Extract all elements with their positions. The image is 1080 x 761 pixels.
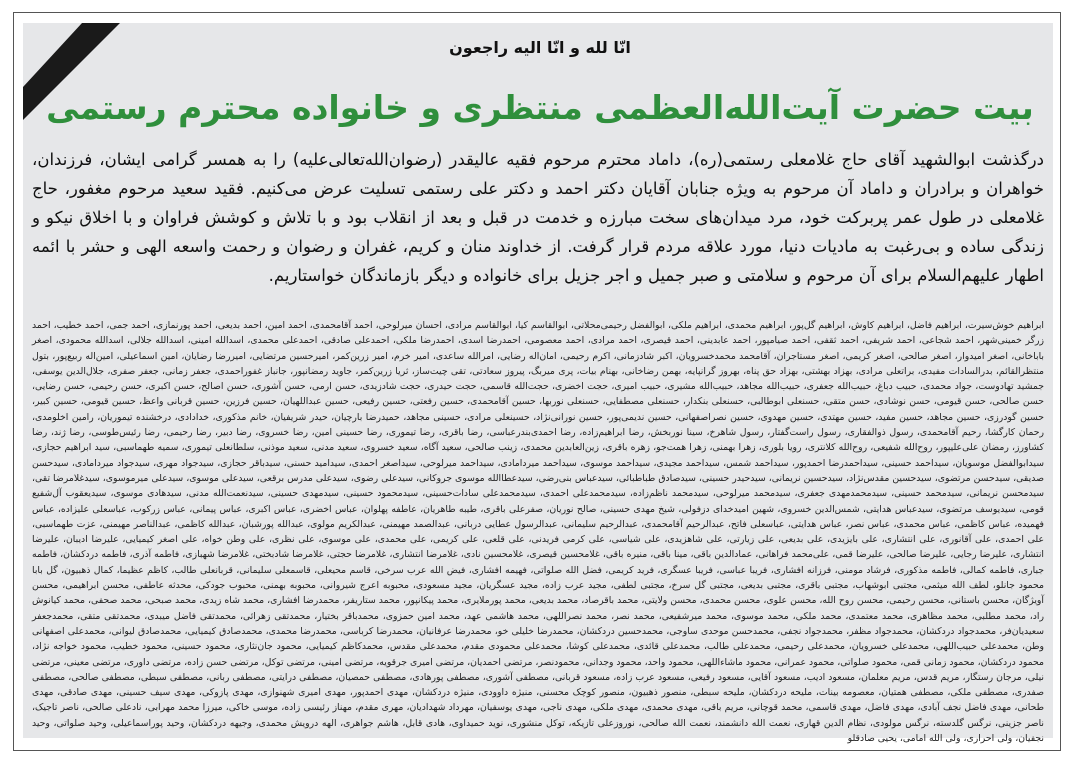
quran-verse-heading: انّا لله و انّا اليه راجعون <box>449 38 631 57</box>
signatories-list: ابراهیم خوش‌سیرت، ابراهیم فاضل، ابراهیم کاوش، ابراهیم گل‌پور، ابراهیم محمدی، ابراهیم ملکی، ابوالفضل رحیمی‌محلاتی، ابوالقاسم کیا، ابوالقاسم مرادی، احسان میرلوحی، احمد آقامحمدی، احمد امین، احمد بدیعی، احمد پورنمازی، احمد جمی، احمد خطیب، احمد زرگر خمینی‌شهر، احمد شجاعی، احمد شریفی، احمد ثقفی، احمد صیامپور، احمد عابدینی، احمد قیصری، احمد مرادی، احمد معصومی، احمدرضا اسدی، احمدرضا ملکی، احمدعلی صادقی، احمدعلی محمدی، اسدالله امینی، اسدالله جلالی، اسدالله محمودی، اصغر باباخانی، اصغر امیدوار، اصغر صالحی، اصغر کریمی، اصغر مستاجران، آقامحمد محمدخسرویان، اکبر شادزمانی، اکرم رحیمی، امان‌اله رضایی، امرالله ساعدی، امیر خرم، امیر زرین‌کمر، امیرحسین مرتضایی، امیررضا رضایان، امین اسماعیلی، امین‌اله ربیع‌پور، بتول منتظرالقائم، بدرالسادات مفیدی، براتعلی مرادی، بهزاد بهشتی، بهزاد حق پناه، بهروز گرانپایه، بهمن رضاخانی، بهنام بیات، پری میربگ، پیروز سعادتی، تقی چیت‌ساز، ثریا زرین‌کمر، جاوید رمضانپور، جانباز غفوراحمدی، جعفر زمانی، جعفر صفری، جلال‌الدین یوسفی، جمشید تهادوست، جواد محمدی، حبیب دباغ، حبیب‌الله جعفری، حبیب‌الله مجاهد، حبیب‌الله مشیری، حبیب امیری، حجت اخضری، حجت‌الله قاسمی، حجت حیدری، حجت شادزیدی، حسن ارمی، حسن آشوری، حسن اصالح، حسن اکبری، حسن رحیمی، حسن رضایی، حسن صالحی، حسن قیومی، حسن نوشادی، حسن متقی، حسنعلی ابوطالبی، حسنعلی بنکدار، حسنعلی مصطفایی، حسنعلی نوربها، حسین آقامحمدی، حسین رفعتی، حسین رفیعی، حسین عبداللهیان، حسین فرزین، حسین قربانی واعظ، حسین قیومی، حسین کبیر، حسین گودرزی، حسین مجاهد، حسین مفید، حسین مهتدی، حسین مهدوی، حسین نصراصفهانی، حسین ندیمی‌پور، حسین نورانی‌نژاد، حسینعلی مرادی، حسینی مجاهد، حمیدرضا بارچیان، حیدر شریفیان، خانم مذکوری، خدادادی، درخشنده تیموریان، رامین اخلومدی، رحمان کارگشا، رحیم آقامحمدی، رسول ذوالفقاری، رسول راست‌گفتار، رسول شاهرخ، سینا نوربخش، رضا ابراهیم‌زاده، رضا احمدی‌بندرعباسی، رضا باقری، رضا تیموری، رضا حسینی امین، رضا خسروی، رضا دبیر، رضا رحیمی، رضا رئیس‌طوسی، رضا ژند، رضا کشاورز، رمضان علی‌علیپور، روح‌الله شفیعی، روح‌الله کلانتری، رویا بلوری، زهرا بهمنی، زهرا همت‌جو، زهره باقری، زین‌العابدین محمدی، زینب صالحی، سعید آگاه، سعید خسروی، سعید مدنی، سعید موذنی، سلطانعلی تیموری، سمیه طهماسبی، سید ابراهیم حجازی، سیدابوالفضل موسویان، سیداحمد حسینی، سیداحمدرضا احمدپور، سیداحمد شمس، سیداحمد مجیدی، سیداحمد موسوی، سیداحمد میردامادی، سیداحمد میرلوحی، سیداصغر احمدی، سیدامید حسنی، سیدباقر حجازی، سیدجواد مهری، سیدجواد میردامادی، سیدحسن صدیقی، سیدحسن مرتضوی، سیدحسین مقدس‌نژاد، سیدحسین نریمانی، سیدحیدر حسینی، سیدصادق طباطبائی، سیدعباس بنی‌رضی، سیدعطاالله موسوی جروکانی، سیدعلی رضوی، سیدعلی مدرس برقعی، سیدعلی موسوی، سیدعلی میرموسوی، سیدغلامرضا تقی، سیدمحسن نریمانی، سیدمحمد حسینی، سیدمحمدمهدی جعفری، سیدمحمد میرلوحی، سیدمحمد ناظم‌زاده، سیدمحمدعلی احمدی، سیدمحمدعلی سادات‌حسینی، سیدمحمود حسینی، سیدمهدی حسینی، سیدنعمت‌الله مدنی، سیدهادی موسوی، سیدیعقوب آل‌شفیع قومی، سیدیوسف مرتضوی، سیدعباس هدایتی، شمس‌الدین خسروی، شهین امیدخدای دزفولی، شیخ مهدی حسینی، صالح نوریان، صفرعلی باقری، طیبه طاهریان، عاطفه پهلوان، عباس اخضری، عباس اکبری، عباس پیمانی، عباس زرکوب، عباسعلی علیزاده، عباس فهمیده، عباس کاظمی، عباس محمدی، عباس نصر، عباس هدایتی، عباسعلی فاتح، عبدالرحیم آقامحمدی، عبدالرحیم سلیمانی، عبدالرسول عطایی دربانی، عبدالصمد مهیمنی، عبدالکریم مولوی، عبدالله پورشبان، عبدالله کاظمی، عبدالناصر مهیمنی، عزت طهماسبی، علی احمدی، علی آقانوری، علی انتشاری، علی بایزیدی، علی بدیعی، علی زیارتی، علی شاهزیدی، علی شیاسی، علی کرمی فریدنی، علی قلعی، علی کریمی، علی محمدی، علی موسوی، علی نظری، علی وطن خواه، علی اصغر کیمیایی، علیرضا ادیبان، علیرضا انتشاری، علیرضا رجایی، علیرضا صالحی، علیرضا قمی، علی‌محمد فراهانی، عمادالدین باقی، مینا باقی، منیره باقی، غلامحسین قیصری، غلامحسین نادی، غلامرضا انتشاری، غلامرضا حجتی، غلامرضا شادبختی، غلامرضا شهبازی، فاطمه آذری، فاطمه دردکشان، فاطمه جباری، فاطمه کمالی، فاطمه مذکوری، فرشاد مومنی، فرزانه افشاری، فریبا عباسی، فریبا عسگری، فرید کریمی، فضل الله صلواتی، فهیمه افشاری، فیض الله عرب سرخی، قاسم محیعلی، قاسمعلی سلیمانی، قربانعلی طالب، کاظم عظیما، کمال ذهبیون، گل بابا محمود جانلو، لطف الله میثمی، مجتبی ابوشهاب، مجتبی باقری، مجتبی بدیعی، مجتبی گل سرخ، مجتبی لطفی، مجید عرب زاده، مجید عسگریان، مجید مسعودی، محبوبه اعرج شیروانی، محبوبه بهمنی، محبوب جودکی، محدثه عاطفی، محسن ابراهیمی، محسن آویژگان، محسن باستانی، محسن رحیمی، محسن روح الله، محسن علوی، محسن محمدی، محسن ولایتی، محمد باقرصاد، محمد بدیعی، محمد پورملایری، محمد پیکانپور، محمد ستاریفر، محمدرضا افشاری، محمد شاه زیدی، محمد صبحی، محمد صحفی، محمد کیانوش راد، محمد مطلبی، محمد مظاهری، محمد معتمدی، محمد ملکی، محمد موسوی، محمد میرشفیعی، محمد نصر، محمد نصراللهی، محمد هاشمی عهد، محمد امین حمزوی، محمدباقر بختیار، محمدتقی زهرائی، محمدتقی فاضل میبدی، محمدتقی متقی، محمدجعفر سعیدیان‌فر، محمدجواد دردکشان، محمدجواد مظفر، محمدجواد نجفی، محمدحسن موحدی ساوجی، محمدحسین دردکشان، محمدرضا خلیلی خو، محمدرضا عرفانیان، محمدرضا کرباسی، محمدرضا محمدی، محمدصادق کیمیایی، محمدصادق لیوانی، محمدعلی اصفهانی وطن، محمدعلی حبیب‌اللهی، محمدعلی خسرویان، محمدعلی رحیمی، محمدعلی طالب، محمدعلی قائدی، محمدعلی کوشا، محمدعلی محمودی مقدم، محمدعلی مقدس، محمدکاظم کیمیایی، محمود جان‌نثاری، محمود حسینی، محمود خطیب، محمود خواجه نژاد، محمود دردکشان، محمود زمانی قمی، محمود صلواتی، محمود عمرانی، محمود ماشاءاللهی، محمود واحد، محمود وجدانی، محمودنصر، مرتضی احمدیان، مرتضی امیری جرقویه، مرتضی امینی، مرتضی توکل، مرتضی حسن زاده، مرتضی داوری، مرتضی معینی، مرتضی نیلی، مرجان رستگار، مریم قدس، مریم معلمان، مسعود ادیب، مسعود آقایی، مسعود رفیعی، مسعود عرب زاده، مسعود قربانی، مصطفی آشوری، مصطفی پورهادی، مصطفی حمصیان، مصطفی درایتی، مصطفی ربانی، مصطفی سبطی، مصطفی صالحی، مصطفی صفدری، مصطفی ملکی، مصطفی همتیان، معصومه بینات، ملیحه دردکشان، ملیحه سبطی، منصور ذهبیون، منصور کوچک محسنی، منیژه داوودی، منیژه دردکشان، مهدی احمدپور، مهدی امیری شهنوازی، مهدی پازوکی، مهدی سیف حسینی، مهدی صادقی، مهدی طحانی، مهدی فاضل نجف آبادی، مهدی فاضل، مهدی قاسمی، محمد قوچانی، مریم باقی، مهدی محمدی، مهدی ملکی، مهدی ناجی، مهدی یوسفیان، مهرداد شهدادیان، مهری مقدم، مهناز رئیسی زاده، موسی خاکی، میرزا محمد مهرابی، نادعلی صالحی، ناصر تاجیک، ناصر جزینی، نرگس گلدسته، نرگس مولودی، نظام الدین قهاری، نعمت الله دانشمند، نعمت الله صالحی، نوروزعلی تازیکه، توکل منشوری، نوید حمیداوی، هادی قابل، هاشم جواهری، الهه درویش محمدی، وجیهه دردکشان، وحید پوراسماعیلی، وحید صلواتی، وحید نجفیان، ولی احراری، ولی الله امامی، یحیی صادقلو <box>32 320 1044 745</box>
condolence-message: درگذشت ابوالشهید آقای حاج غلامعلی رستمی(ره)، داماد محترم مرحوم فقیه عالیقدر (رضوان‌الله‌تعالی‌علیه) را به همسر گرامی ایشان، فرزندان، خواهران و برادران و داماد آن مرحوم به ویژه جنابان آقایان دکتر احمد و دکتر علی رستمی تسلیت عرض می‌کنیم. فقید سعید مرحوم مغفور، حاج غلامعلی در طول عمر پربرکت خود، مرد میدان‌های سخت مبارزه و خدمت در قبل و بعد از انقلاب بود و با تلاش و کوشش فراوان و با اخلاق نیکو و زندگی ساده و بی‌رغبت به مادیات دنیا، مورد علاقه مردم قرار گرفت. از خداوند منان و کریم، غفران و رضوان و رحمت واسعه الهی و حشر با ائمه اطهار علیهم‌السلام برای آن مرحوم و سلامتی و صبر جمیل و اجر جزیل برای خانواده و دیگر بازماندگان خواستاریم. <box>32 150 1044 285</box>
page-title: بیت حضرت آیت‌الله‌العظمی منتظری و خانواده محترم رستمی <box>46 88 1034 127</box>
